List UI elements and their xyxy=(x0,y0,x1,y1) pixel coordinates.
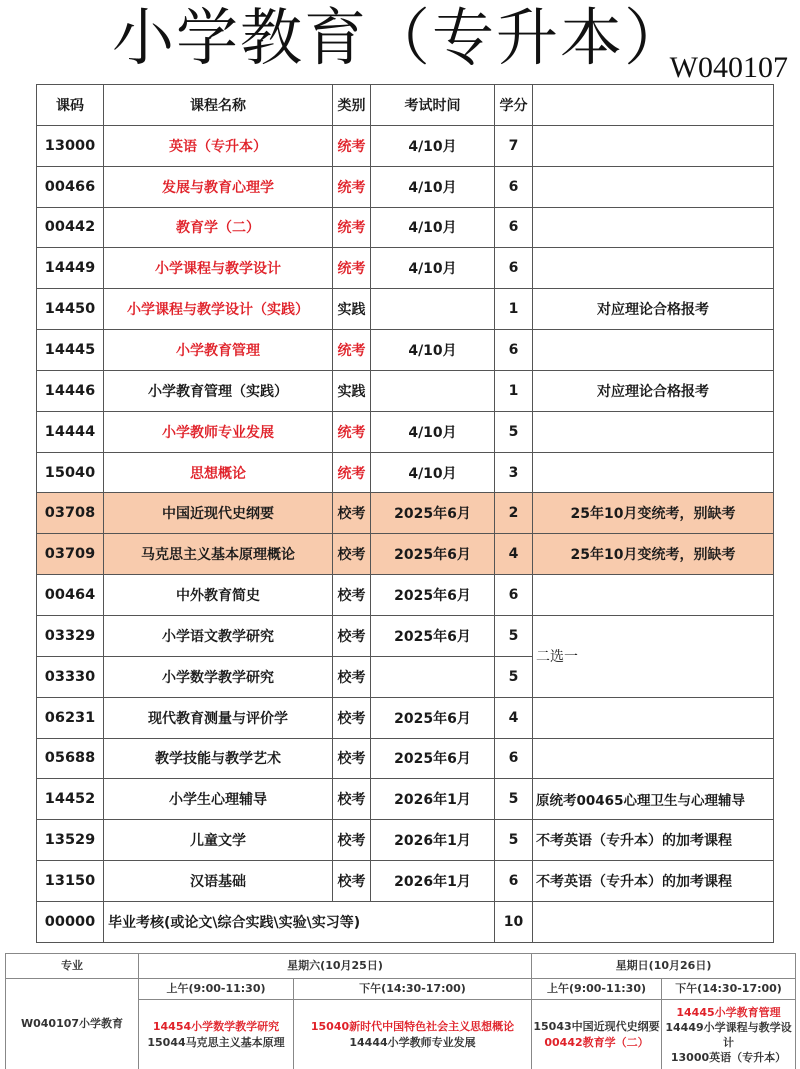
course-code: 13000 xyxy=(37,125,104,166)
exam-course: 15044马克思主义基本原理 xyxy=(147,1035,285,1049)
course-name: 马克思主义基本原理概论 xyxy=(104,534,333,575)
page-title: 小学教育（专升本） xyxy=(111,1,688,74)
table-row xyxy=(37,901,774,942)
course-code: 06231 xyxy=(37,697,104,738)
course-type: 统考 xyxy=(333,411,371,452)
note xyxy=(533,452,774,493)
course-type: 统考 xyxy=(333,330,371,371)
course-name: 教育学（二） xyxy=(104,207,333,248)
credits: 6 xyxy=(495,575,533,616)
credits: 6 xyxy=(495,248,533,289)
sunday-pm-label: 下午(14:30-17:00) xyxy=(662,979,796,1000)
course-name: 思想概论 xyxy=(104,452,333,493)
course-name: 小学数学教学研究 xyxy=(104,656,333,697)
table-row xyxy=(37,166,774,207)
course-code: 03330 xyxy=(37,656,104,697)
course-type: 统考 xyxy=(333,452,371,493)
header-saturday: 星期六(10月25日) xyxy=(139,954,532,979)
course-name: 小学课程与教学设计（实践） xyxy=(104,289,333,330)
program-code: W040107 xyxy=(669,51,788,84)
table-row xyxy=(37,738,774,779)
major-name: W040107小学教育 xyxy=(6,979,139,1069)
credits: 5 xyxy=(495,820,533,861)
note xyxy=(533,248,774,289)
table-row xyxy=(37,452,774,493)
course-code: 13529 xyxy=(37,820,104,861)
credits: 6 xyxy=(495,330,533,371)
note xyxy=(533,738,774,779)
exam-time: 4/10月 xyxy=(371,411,495,452)
course-code: 00000 xyxy=(37,901,104,942)
course-code: 14445 xyxy=(37,330,104,371)
course-type: 实践 xyxy=(333,370,371,411)
schedule-day-row xyxy=(6,954,796,979)
course-type: 统考 xyxy=(333,207,371,248)
exam-time: 2025年6月 xyxy=(371,534,495,575)
saturday-am-label: 上午(9:00-11:30) xyxy=(139,979,294,1000)
course-type: 校考 xyxy=(333,820,371,861)
exam-time xyxy=(371,289,495,330)
note xyxy=(533,575,774,616)
course-type: 校考 xyxy=(333,493,371,534)
schedule-session-row xyxy=(6,979,796,1000)
credits: 3 xyxy=(495,452,533,493)
note xyxy=(533,901,774,942)
course-name: 小学语文教学研究 xyxy=(104,615,333,656)
course-name: 小学教育管理（实践） xyxy=(104,370,333,411)
exam-time xyxy=(371,656,495,697)
credits: 6 xyxy=(495,166,533,207)
exam-time: 2025年6月 xyxy=(371,697,495,738)
course-name: 汉语基础 xyxy=(104,861,333,902)
credits: 10 xyxy=(495,901,533,942)
course-code: 14446 xyxy=(37,370,104,411)
exam-course: 13000英语（专升本） xyxy=(670,1050,787,1064)
saturday-pm-label: 下午(14:30-17:00) xyxy=(294,979,532,1000)
table-row xyxy=(37,207,774,248)
note: 原统考00465心理卫生与心理辅导 xyxy=(533,779,774,820)
table-row xyxy=(37,248,774,289)
exam-time xyxy=(371,370,495,411)
sunday-am-label: 上午(9:00-11:30) xyxy=(532,979,662,1000)
exam-course: 14449小学课程与教学设计 xyxy=(665,1020,792,1049)
note xyxy=(533,697,774,738)
table-row xyxy=(37,861,774,902)
course-code: 00466 xyxy=(37,166,104,207)
course-code: 13150 xyxy=(37,861,104,902)
table-row xyxy=(37,697,774,738)
note xyxy=(533,125,774,166)
table-row xyxy=(37,779,774,820)
sunday-am-courses xyxy=(532,1000,662,1069)
course-type: 统考 xyxy=(333,166,371,207)
exam-course: 14444小学教师专业发展 xyxy=(349,1035,476,1049)
credits: 6 xyxy=(495,861,533,902)
sunday-pm-courses xyxy=(662,1000,796,1069)
course-code: 15040 xyxy=(37,452,104,493)
exam-course: 00442教育学（二） xyxy=(544,1035,649,1049)
exam-time: 2026年1月 xyxy=(371,861,495,902)
course-table xyxy=(36,84,774,943)
table-row xyxy=(37,820,774,861)
course-name: 中外教育简史 xyxy=(104,575,333,616)
course-type: 校考 xyxy=(333,575,371,616)
credits: 5 xyxy=(495,656,533,697)
note: 不考英语（专升本）的加考课程 xyxy=(533,820,774,861)
credits: 5 xyxy=(495,615,533,656)
table-row xyxy=(37,615,774,656)
exam-time: 4/10月 xyxy=(371,248,495,289)
saturday-am-courses xyxy=(139,1000,294,1069)
header-exam-time: 考试时间 xyxy=(371,85,495,126)
header-course-code: 课码 xyxy=(37,85,104,126)
course-name: 毕业考核(或论文\综合实践\实验\实习等) xyxy=(104,901,495,942)
course-type: 校考 xyxy=(333,779,371,820)
table-row-highlighted xyxy=(37,534,774,575)
note: 25年10月变统考，别缺考 xyxy=(533,534,774,575)
exam-schedule-table xyxy=(5,953,796,1069)
note: 不考英语（专升本）的加考课程 xyxy=(533,861,774,902)
course-code: 14449 xyxy=(37,248,104,289)
course-code: 00464 xyxy=(37,575,104,616)
course-code: 05688 xyxy=(37,738,104,779)
exam-time: 4/10月 xyxy=(371,330,495,371)
course-name: 现代教育测量与评价学 xyxy=(104,697,333,738)
course-type: 统考 xyxy=(333,248,371,289)
exam-time: 2025年6月 xyxy=(371,493,495,534)
credits: 5 xyxy=(495,779,533,820)
table-row xyxy=(37,125,774,166)
exam-time: 2025年6月 xyxy=(371,575,495,616)
table-row xyxy=(37,330,774,371)
credits: 6 xyxy=(495,738,533,779)
saturday-pm-courses xyxy=(294,1000,532,1069)
exam-time: 4/10月 xyxy=(371,452,495,493)
credits: 4 xyxy=(495,697,533,738)
exam-time: 4/10月 xyxy=(371,207,495,248)
course-code: 03709 xyxy=(37,534,104,575)
exam-course: 15040新时代中国特色社会主义思想概论 xyxy=(310,1019,515,1033)
exam-time: 2026年1月 xyxy=(371,779,495,820)
course-type: 校考 xyxy=(333,656,371,697)
course-code: 14450 xyxy=(37,289,104,330)
header-sunday: 星期日(10月26日) xyxy=(532,954,796,979)
note: 对应理论合格报考 xyxy=(533,289,774,330)
note xyxy=(533,330,774,371)
note xyxy=(533,207,774,248)
credits: 1 xyxy=(495,289,533,330)
exam-time: 4/10月 xyxy=(371,125,495,166)
credits: 6 xyxy=(495,207,533,248)
course-type: 校考 xyxy=(333,534,371,575)
exam-time: 2026年1月 xyxy=(371,820,495,861)
course-name: 英语（专升本） xyxy=(104,125,333,166)
credits: 2 xyxy=(495,493,533,534)
note xyxy=(533,166,774,207)
header-credits: 学分 xyxy=(495,85,533,126)
course-name: 中国近现代史纲要 xyxy=(104,493,333,534)
exam-time: 4/10月 xyxy=(371,166,495,207)
course-type: 统考 xyxy=(333,125,371,166)
table-row-highlighted xyxy=(37,493,774,534)
course-name: 发展与教育心理学 xyxy=(104,166,333,207)
course-code: 14444 xyxy=(37,411,104,452)
table-header-row xyxy=(37,85,774,126)
course-code: 03708 xyxy=(37,493,104,534)
note: 对应理论合格报考 xyxy=(533,370,774,411)
header-major: 专业 xyxy=(6,954,139,979)
table-row xyxy=(37,575,774,616)
course-code: 03329 xyxy=(37,615,104,656)
table-row xyxy=(37,289,774,330)
course-name: 小学教师专业发展 xyxy=(104,411,333,452)
header-notes xyxy=(533,85,774,126)
exam-time: 2025年6月 xyxy=(371,615,495,656)
course-name: 小学课程与教学设计 xyxy=(104,248,333,289)
credits: 4 xyxy=(495,534,533,575)
exam-time: 2025年6月 xyxy=(371,738,495,779)
course-name: 教学技能与教学艺术 xyxy=(104,738,333,779)
course-name: 小学教育管理 xyxy=(104,330,333,371)
credits: 7 xyxy=(495,125,533,166)
course-type: 实践 xyxy=(333,289,371,330)
course-code: 14452 xyxy=(37,779,104,820)
course-type: 校考 xyxy=(333,697,371,738)
table-row xyxy=(37,411,774,452)
exam-course: 15043中国近现代史纲要 xyxy=(533,1019,660,1033)
header-category: 类别 xyxy=(333,85,371,126)
note xyxy=(533,411,774,452)
header-course-name: 课程名称 xyxy=(104,85,333,126)
course-type: 校考 xyxy=(333,738,371,779)
note-choose-one: 二选一 xyxy=(533,615,774,697)
course-name: 小学生心理辅导 xyxy=(104,779,333,820)
credits: 1 xyxy=(495,370,533,411)
exam-course: 14445小学教育管理 xyxy=(676,1005,781,1019)
credits: 5 xyxy=(495,411,533,452)
course-name: 儿童文学 xyxy=(104,820,333,861)
course-type: 校考 xyxy=(333,861,371,902)
course-code: 00442 xyxy=(37,207,104,248)
course-type: 校考 xyxy=(333,615,371,656)
note: 25年10月变统考，别缺考 xyxy=(533,493,774,534)
exam-course: 14454小学数学教学研究 xyxy=(152,1019,280,1033)
table-row xyxy=(37,370,774,411)
